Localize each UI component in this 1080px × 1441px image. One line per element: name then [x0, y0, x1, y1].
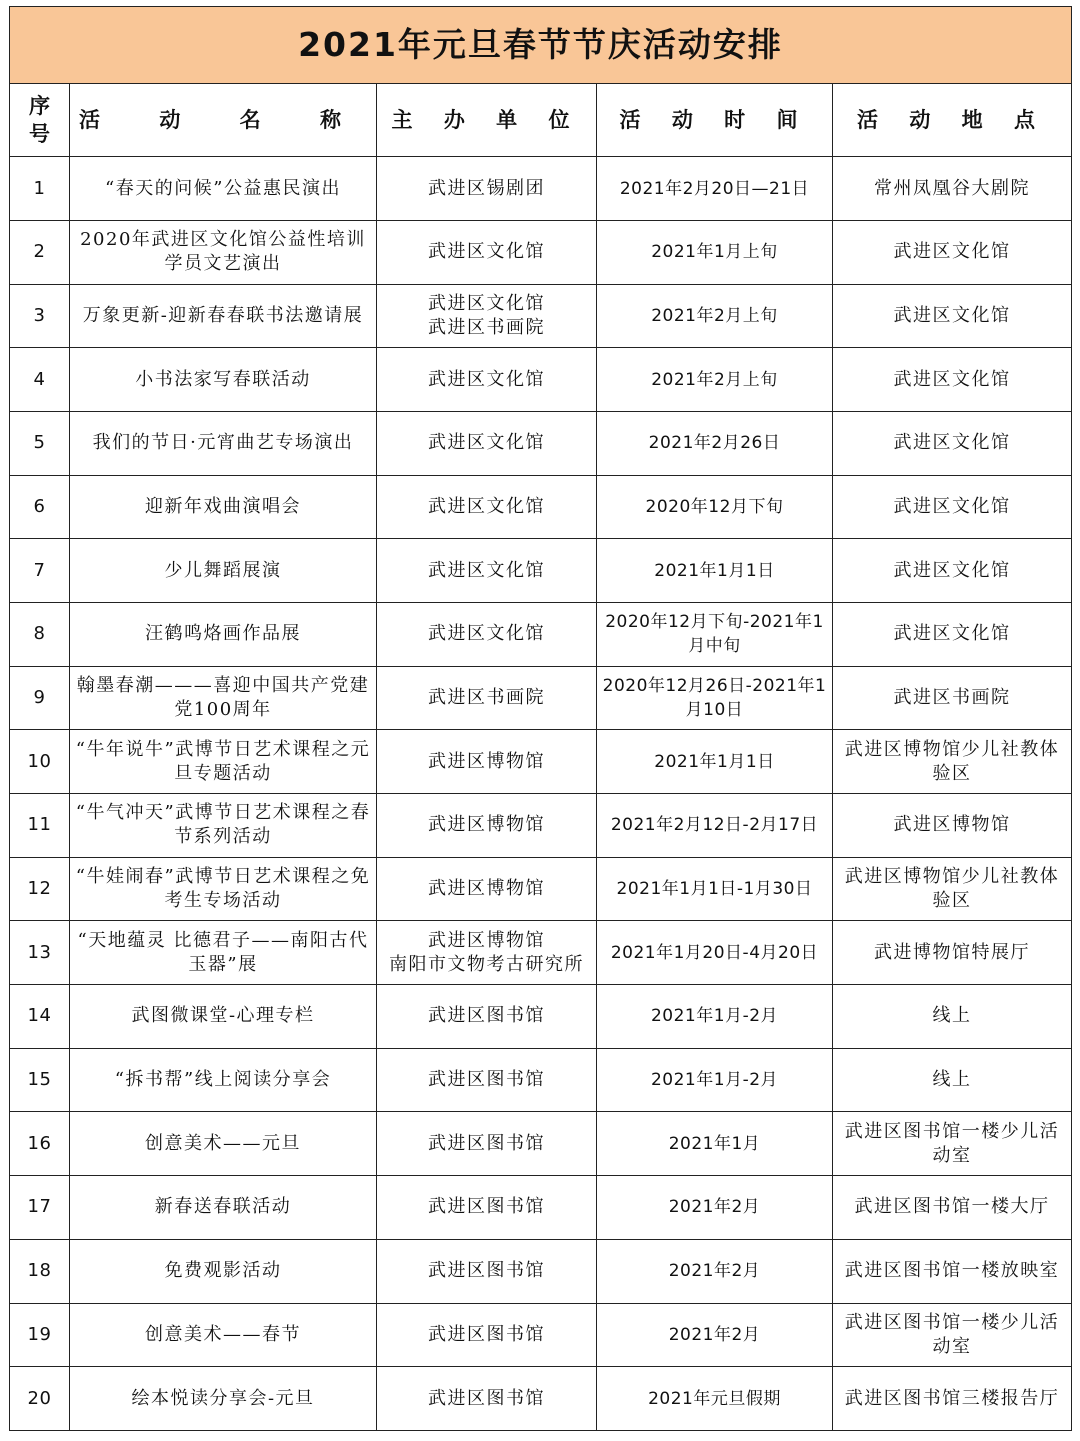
- cell-activity-location: 武进区博物馆: [833, 794, 1072, 858]
- cell-activity-location: 武进区书画院: [833, 666, 1072, 730]
- table-row: [10, 348, 1072, 412]
- cell-activity-name: 迎新年戏曲演唱会: [70, 475, 377, 539]
- table-row: [10, 1176, 1072, 1240]
- cell-activity-time: 2021年1月: [597, 1112, 833, 1176]
- cell-activity-name: “拆书帮”线上阅读分享会: [70, 1048, 377, 1112]
- cell-activity-location: 线上: [833, 1048, 1072, 1112]
- cell-serial-number: 9: [10, 666, 70, 730]
- cell-serial-number: 4: [10, 348, 70, 412]
- cell-activity-name: “牛娃闹春”武博节日艺术课程之免考生专场活动: [70, 857, 377, 921]
- cell-serial-number: 14: [10, 985, 70, 1049]
- title-row: [10, 7, 1072, 84]
- cell-activity-time: 2021年元旦假期: [597, 1367, 833, 1431]
- table-row: [10, 921, 1072, 985]
- cell-activity-name: 翰墨春潮———喜迎中国共产党建党100周年: [70, 666, 377, 730]
- cell-organizer: 武进区图书馆: [377, 1239, 597, 1303]
- cell-activity-name: 免费观影活动: [70, 1239, 377, 1303]
- table-row: [10, 475, 1072, 539]
- header-activity-location: 活 动 地 点: [833, 84, 1072, 157]
- table-row: [10, 1239, 1072, 1303]
- cell-activity-name: 小书法家写春联活动: [70, 348, 377, 412]
- activity-schedule-table: [9, 6, 1072, 1431]
- cell-organizer: 武进区文化馆: [377, 539, 597, 603]
- table-row: [10, 1303, 1072, 1367]
- table-row: [10, 603, 1072, 667]
- table-row: [10, 539, 1072, 603]
- cell-serial-number: 19: [10, 1303, 70, 1367]
- table-row: [10, 794, 1072, 858]
- cell-activity-location: 武进区文化馆: [833, 475, 1072, 539]
- cell-activity-location: 武进区图书馆一楼少儿活动室: [833, 1303, 1072, 1367]
- cell-activity-location: 武进博物馆特展厅: [833, 921, 1072, 985]
- cell-organizer: 武进区文化馆 武进区书画院: [377, 284, 597, 348]
- cell-activity-time: 2020年12月下旬-2021年1月中旬: [597, 603, 833, 667]
- cell-activity-time: 2021年1月上旬: [597, 221, 833, 285]
- cell-organizer: 武进区图书馆: [377, 1048, 597, 1112]
- cell-activity-location: 武进区文化馆: [833, 412, 1072, 476]
- cell-serial-number: 17: [10, 1176, 70, 1240]
- table-row: [10, 157, 1072, 221]
- cell-activity-name: “春天的问候”公益惠民演出: [70, 157, 377, 221]
- cell-serial-number: 7: [10, 539, 70, 603]
- header-organizer: 主 办 单 位: [377, 84, 597, 157]
- cell-activity-time: 2021年2月12日-2月17日: [597, 794, 833, 858]
- header-activity-time: 活 动 时 间: [597, 84, 833, 157]
- cell-activity-name: “牛年说牛”武博节日艺术课程之元旦专题活动: [70, 730, 377, 794]
- cell-activity-name: 武图微课堂-心理专栏: [70, 985, 377, 1049]
- cell-organizer: 武进区博物馆: [377, 857, 597, 921]
- table-row: [10, 221, 1072, 285]
- header-serial-number-label: 序 号: [29, 93, 50, 147]
- table-row: [10, 1367, 1072, 1431]
- cell-serial-number: 13: [10, 921, 70, 985]
- cell-organizer: 武进区文化馆: [377, 221, 597, 285]
- cell-organizer: 武进区博物馆: [377, 794, 597, 858]
- cell-organizer: 武进区文化馆: [377, 412, 597, 476]
- cell-activity-location: 武进区文化馆: [833, 539, 1072, 603]
- table-row: [10, 1048, 1072, 1112]
- cell-activity-time: 2021年2月上旬: [597, 284, 833, 348]
- cell-activity-location: 武进区图书馆一楼少儿活动室: [833, 1112, 1072, 1176]
- cell-serial-number: 20: [10, 1367, 70, 1431]
- cell-activity-time: 2021年1月-2月: [597, 985, 833, 1049]
- cell-activity-name: “天地蕴灵 比德君子——南阳古代玉器”展: [70, 921, 377, 985]
- cell-activity-time: 2021年2月26日: [597, 412, 833, 476]
- cell-serial-number: 10: [10, 730, 70, 794]
- header-row: [10, 84, 1072, 157]
- cell-organizer: 武进区文化馆: [377, 475, 597, 539]
- cell-organizer: 武进区博物馆: [377, 730, 597, 794]
- cell-serial-number: 8: [10, 603, 70, 667]
- cell-organizer: 武进区图书馆: [377, 1367, 597, 1431]
- cell-activity-time: 2021年2月: [597, 1239, 833, 1303]
- cell-activity-name: “牛气冲天”武博节日艺术课程之春节系列活动: [70, 794, 377, 858]
- cell-activity-time: 2021年1月1日: [597, 539, 833, 603]
- table-row: [10, 985, 1072, 1049]
- table-row: [10, 857, 1072, 921]
- cell-activity-name: 我们的节日·元宵曲艺专场演出: [70, 412, 377, 476]
- cell-activity-name: 2020年武进区文化馆公益性培训学员文艺演出: [70, 221, 377, 285]
- cell-activity-name: 汪鹤鸣烙画作品展: [70, 603, 377, 667]
- cell-serial-number: 3: [10, 284, 70, 348]
- cell-activity-time: 2021年2月: [597, 1176, 833, 1240]
- cell-serial-number: 18: [10, 1239, 70, 1303]
- cell-organizer: 武进区图书馆: [377, 1176, 597, 1240]
- cell-activity-name: 万象更新-迎新春春联书法邀请展: [70, 284, 377, 348]
- cell-activity-name: 绘本悦读分享会-元旦: [70, 1367, 377, 1431]
- cell-activity-time: 2021年1月20日-4月20日: [597, 921, 833, 985]
- cell-activity-time: 2021年2月20日—21日: [597, 157, 833, 221]
- table-row: [10, 730, 1072, 794]
- cell-activity-location: 武进区博物馆少儿社教体验区: [833, 857, 1072, 921]
- cell-activity-location: 武进区文化馆: [833, 284, 1072, 348]
- cell-serial-number: 1: [10, 157, 70, 221]
- cell-organizer: 武进区书画院: [377, 666, 597, 730]
- cell-activity-location: 武进区图书馆三楼报告厅: [833, 1367, 1072, 1431]
- cell-organizer: 武进区图书馆: [377, 1303, 597, 1367]
- table-row: [10, 1112, 1072, 1176]
- cell-activity-location: 武进区图书馆一楼大厅: [833, 1176, 1072, 1240]
- cell-activity-location: 武进区文化馆: [833, 221, 1072, 285]
- cell-serial-number: 15: [10, 1048, 70, 1112]
- cell-activity-location: 武进区博物馆少儿社教体验区: [833, 730, 1072, 794]
- cell-activity-name: 新春送春联活动: [70, 1176, 377, 1240]
- cell-activity-location: 武进区图书馆一楼放映室: [833, 1239, 1072, 1303]
- table-title: 2021年元旦春节节庆活动安排: [10, 7, 1072, 84]
- table-row: [10, 666, 1072, 730]
- cell-organizer: 武进区博物馆 南阳市文物考古研究所: [377, 921, 597, 985]
- cell-serial-number: 16: [10, 1112, 70, 1176]
- cell-activity-location: 武进区文化馆: [833, 348, 1072, 412]
- cell-activity-time: 2021年2月: [597, 1303, 833, 1367]
- cell-activity-time: 2021年1月1日-1月30日: [597, 857, 833, 921]
- table-row: [10, 412, 1072, 476]
- cell-activity-time: 2021年2月上旬: [597, 348, 833, 412]
- cell-activity-name: 少儿舞蹈展演: [70, 539, 377, 603]
- cell-organizer: 武进区图书馆: [377, 985, 597, 1049]
- cell-activity-time: 2020年12月下旬: [597, 475, 833, 539]
- cell-serial-number: 5: [10, 412, 70, 476]
- cell-activity-time: 2021年1月-2月: [597, 1048, 833, 1112]
- cell-activity-time: 2020年12月26日-2021年1月10日: [597, 666, 833, 730]
- header-activity-name: 活 动 名 称: [70, 84, 377, 157]
- table-row: [10, 284, 1072, 348]
- cell-activity-location: 线上: [833, 985, 1072, 1049]
- cell-organizer: 武进区文化馆: [377, 603, 597, 667]
- header-serial-number: [10, 84, 70, 157]
- cell-organizer: 武进区文化馆: [377, 348, 597, 412]
- cell-serial-number: 11: [10, 794, 70, 858]
- cell-activity-name: 创意美术——春节: [70, 1303, 377, 1367]
- cell-activity-time: 2021年1月1日: [597, 730, 833, 794]
- cell-serial-number: 12: [10, 857, 70, 921]
- cell-serial-number: 2: [10, 221, 70, 285]
- cell-organizer: 武进区图书馆: [377, 1112, 597, 1176]
- cell-serial-number: 6: [10, 475, 70, 539]
- cell-organizer: 武进区锡剧团: [377, 157, 597, 221]
- cell-activity-location: 常州凤凰谷大剧院: [833, 157, 1072, 221]
- cell-activity-location: 武进区文化馆: [833, 603, 1072, 667]
- cell-activity-name: 创意美术——元旦: [70, 1112, 377, 1176]
